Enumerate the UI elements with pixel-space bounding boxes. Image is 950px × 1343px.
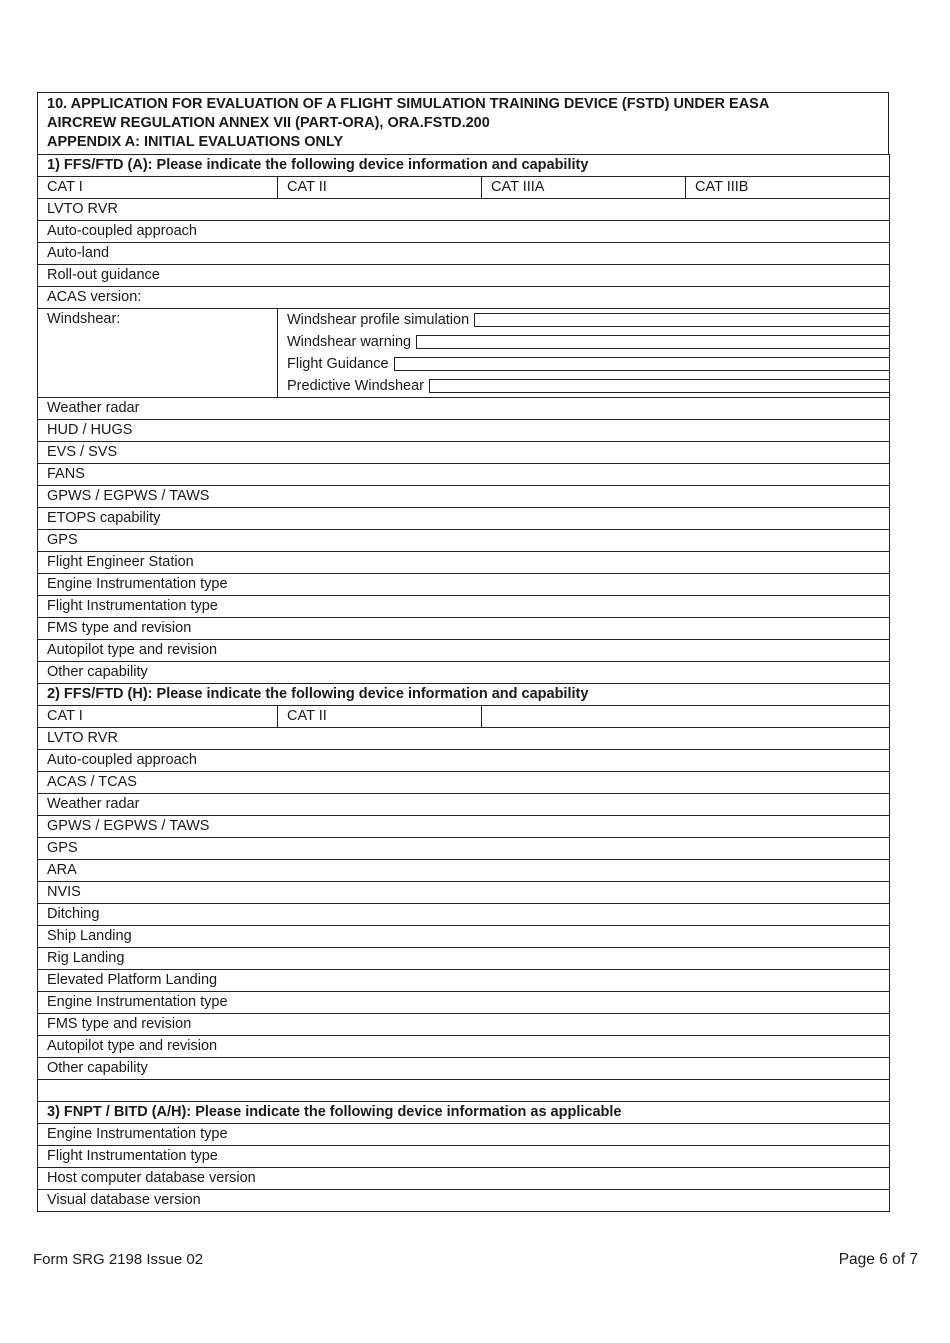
windshear-input-box[interactable] — [416, 335, 889, 349]
field-row — [38, 1190, 890, 1212]
field-row — [38, 816, 890, 838]
field-label[interactable]: EVS / SVS — [38, 442, 890, 464]
cat-cell[interactable]: CAT II — [278, 177, 482, 199]
field-label[interactable]: ETOPS capability — [38, 508, 890, 530]
field-label[interactable]: LVTO RVR — [38, 728, 890, 750]
cat-cell[interactable]: CAT I — [38, 706, 278, 728]
field-row — [38, 530, 890, 552]
field-row — [38, 750, 890, 772]
field-row — [38, 221, 890, 243]
section-3-heading: 3) FNPT / BITD (A/H): Please indicate the following device information as applicable — [38, 1102, 890, 1124]
windshear-option — [287, 309, 889, 331]
field-label[interactable]: Elevated Platform Landing — [38, 970, 890, 992]
field-label[interactable]: HUD / HUGS — [38, 420, 890, 442]
windshear-option-label: Flight Guidance — [287, 355, 389, 372]
field-label[interactable]: Weather radar — [38, 794, 890, 816]
field-label[interactable]: GPS — [38, 530, 890, 552]
spacer-row — [38, 1080, 890, 1102]
field-row — [38, 1146, 890, 1168]
field-row — [38, 904, 890, 926]
field-label[interactable]: Weather radar — [38, 398, 890, 420]
cat-cell[interactable]: CAT II — [278, 706, 482, 728]
field-row — [38, 1014, 890, 1036]
field-label[interactable]: Engine Instrumentation type — [38, 1124, 890, 1146]
cat-cell[interactable]: CAT IIIB — [686, 177, 890, 199]
section-heading-row — [38, 1102, 890, 1124]
field-row — [38, 243, 890, 265]
section-heading-row — [38, 155, 890, 177]
field-row — [38, 552, 890, 574]
cat-row — [38, 177, 890, 199]
field-label[interactable]: GPWS / EGPWS / TAWS — [38, 816, 890, 838]
field-label[interactable]: GPWS / EGPWS / TAWS — [38, 486, 890, 508]
windshear-option-label: Predictive Windshear — [287, 377, 424, 394]
field-row — [38, 926, 890, 948]
windshear-row — [38, 309, 890, 398]
section-1-heading: 1) FFS/FTD (A): Please indicate the following device information and capability — [38, 155, 890, 177]
cat-empty-cell — [482, 706, 890, 728]
windshear-options — [278, 309, 890, 398]
field-row — [38, 1168, 890, 1190]
section-heading-row — [38, 684, 890, 706]
field-label[interactable]: Flight Instrumentation type — [38, 596, 890, 618]
windshear-label: Windshear: — [38, 309, 278, 398]
field-label[interactable]: Autopilot type and revision — [38, 640, 890, 662]
form-table — [37, 154, 890, 1212]
field-label[interactable]: ARA — [38, 860, 890, 882]
field-row — [38, 882, 890, 904]
field-label[interactable]: FANS — [38, 464, 890, 486]
windshear-option-label: Windshear profile simulation — [287, 311, 470, 328]
field-label[interactable]: Autopilot type and revision — [38, 1036, 890, 1058]
field-label[interactable]: Engine Instrumentation type — [38, 992, 890, 1014]
field-row — [38, 287, 890, 309]
form-number: Form SRG 2198 Issue 02 — [33, 1251, 204, 1268]
field-row — [38, 508, 890, 530]
cat-row — [38, 706, 890, 728]
field-row — [38, 618, 890, 640]
header-line-2: AIRCREW REGULATION ANNEX VII (PART-ORA), ORA.FSTD.200 — [47, 115, 490, 131]
cat-cell[interactable]: CAT I — [38, 177, 278, 199]
field-label[interactable]: Other capability — [38, 662, 890, 684]
field-row — [38, 1036, 890, 1058]
field-row — [38, 1058, 890, 1080]
windshear-option — [287, 375, 889, 397]
field-row — [38, 420, 890, 442]
field-row — [38, 596, 890, 618]
windshear-input-box[interactable] — [394, 357, 890, 371]
field-label[interactable]: Engine Instrumentation type — [38, 574, 890, 596]
field-row — [38, 398, 890, 420]
field-row — [38, 992, 890, 1014]
field-label[interactable]: Auto-coupled approach — [38, 750, 890, 772]
field-label[interactable]: Flight Instrumentation type — [38, 1146, 890, 1168]
header-line-3: APPENDIX A: INITIAL EVALUATIONS ONLY — [47, 134, 344, 150]
field-row — [38, 464, 890, 486]
field-row — [38, 948, 890, 970]
field-row — [38, 1124, 890, 1146]
field-row — [38, 486, 890, 508]
header-line-1: 10. APPLICATION FOR EVALUATION OF A FLIGHT SIMULATION TRAINING DEVICE (FSTD) UNDER EASA — [47, 96, 770, 112]
field-label[interactable]: Flight Engineer Station — [38, 552, 890, 574]
field-label[interactable]: FMS type and revision — [38, 618, 890, 640]
field-row — [38, 662, 890, 684]
field-row — [38, 199, 890, 221]
field-row — [38, 574, 890, 596]
windshear-input-box[interactable] — [429, 379, 890, 393]
field-row — [38, 970, 890, 992]
field-row — [38, 772, 890, 794]
field-label[interactable]: Other capability — [38, 1058, 890, 1080]
field-label[interactable]: Visual database version — [38, 1190, 890, 1212]
field-label[interactable]: FMS type and revision — [38, 1014, 890, 1036]
application-form — [37, 92, 889, 1212]
cat-cell[interactable]: CAT IIIA — [482, 177, 686, 199]
field-label[interactable]: Ditching — [38, 904, 890, 926]
field-row — [38, 442, 890, 464]
field-label[interactable]: LVTO RVR — [38, 199, 890, 221]
windshear-option — [287, 353, 889, 375]
field-label[interactable]: GPS — [38, 838, 890, 860]
field-label[interactable]: Host computer database version — [38, 1168, 890, 1190]
field-label[interactable]: Roll-out guidance — [38, 265, 890, 287]
field-row — [38, 860, 890, 882]
spacer-cell — [38, 1080, 890, 1102]
field-row — [38, 794, 890, 816]
windshear-option — [287, 331, 889, 353]
field-label[interactable]: Auto-coupled approach — [38, 221, 890, 243]
field-label[interactable]: Rig Landing — [38, 948, 890, 970]
form-header — [37, 92, 889, 154]
field-label[interactable]: NVIS — [38, 882, 890, 904]
field-label[interactable]: Auto-land — [38, 243, 890, 265]
field-row — [38, 728, 890, 750]
field-label[interactable]: Ship Landing — [38, 926, 890, 948]
windshear-input-box[interactable] — [474, 313, 889, 327]
field-label[interactable]: ACAS version: — [38, 287, 890, 309]
field-row — [38, 640, 890, 662]
field-label[interactable]: ACAS / TCAS — [38, 772, 890, 794]
section-2-heading: 2) FFS/FTD (H): Please indicate the following device information and capability — [38, 684, 890, 706]
field-row — [38, 838, 890, 860]
windshear-option-label: Windshear warning — [287, 333, 412, 350]
page-number: Page 6 of 7 — [838, 1251, 918, 1268]
field-row — [38, 265, 890, 287]
